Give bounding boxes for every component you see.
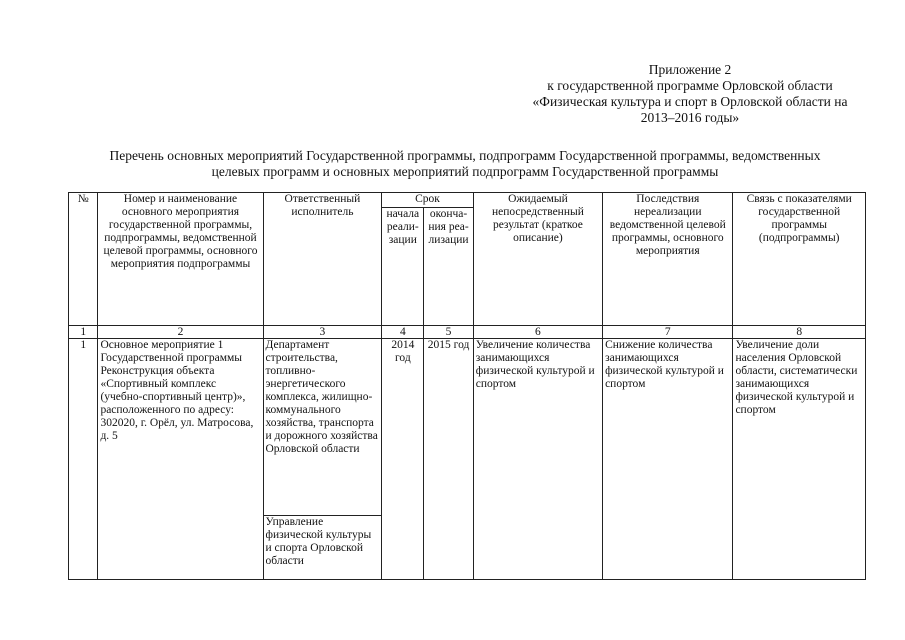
header-no: №	[69, 193, 98, 326]
appendix-line-1: Приложение 2	[648, 62, 732, 77]
document-title	[40, 148, 890, 180]
responsible-department: Департамент строительства, топливно-энергетического комплекса, жилищно-коммунального хозяйства, транспорта и дорожного хозяйства Орловской области	[264, 339, 382, 516]
column-number: 7	[603, 326, 733, 339]
header-consequences: Последствия нереализации ведомственной целевой программы, основного мероприятия	[603, 193, 733, 326]
column-number: 8	[733, 326, 866, 339]
measures-table	[68, 192, 866, 580]
appendix-line-4: 2013–2016 годы»	[640, 110, 740, 125]
row-responsible	[263, 339, 382, 580]
row-end: 2015 год	[424, 339, 473, 580]
title-line-1: Перечень основных мероприятий Государственной программы, подпрограмм Государственной программы, ведомственных	[109, 148, 821, 163]
header-link: Связь с показателями государственной программы (подпрограммы)	[733, 193, 866, 326]
column-number: 1	[69, 326, 98, 339]
table-row	[69, 339, 866, 580]
column-number: 4	[382, 326, 424, 339]
header-responsible: Ответственный исполнитель	[263, 193, 382, 326]
responsible-sport-office: Управление физической культуры и спорта Орловской области	[265, 516, 372, 567]
column-number: 3	[263, 326, 382, 339]
row-name: Основное мероприятие 1 Государственной программы Реконструкция объекта «Спортивный комплекс (учебно-спортивный центр)», расположенного по адресу: 302020, г. Орёл, ул. Матросова, д. 5	[98, 339, 263, 580]
header-name: Номер и наименование основного мероприятия государственной программы, подпрограммы, ведомственной целевой программы, основного мероприятия подпрограммы	[98, 193, 263, 326]
header-end: оконча-ния реа-лизации	[424, 208, 473, 326]
header-start: начала реали-зации	[382, 208, 424, 326]
column-number: 2	[98, 326, 263, 339]
column-number: 5	[424, 326, 473, 339]
row-link: Увеличение доли населения Орловской области, систематически занимающихся физической культурой и спортом	[733, 339, 866, 580]
appendix-line-3: «Физическая культура и спорт в Орловской области на	[532, 94, 848, 109]
header-term: Срок	[382, 193, 473, 208]
column-number: 6	[473, 326, 602, 339]
row-expected: Увеличение количества занимающихся физической культурой и спортом	[473, 339, 602, 580]
row-consequences: Снижение количества занимающихся физической культурой и спортом	[603, 339, 733, 580]
header-expected: Ожидаемый непосредственный результат (краткое описание)	[473, 193, 602, 326]
row-no: 1	[69, 339, 98, 580]
title-line-2: целевых программ и основных мероприятий подпрограмм Государственной программы	[211, 164, 719, 179]
column-numbers-row	[69, 326, 866, 339]
appendix-line-2: к государственной программе Орловской области	[547, 78, 833, 93]
appendix-note	[480, 62, 900, 126]
row-start: 2014 год	[382, 339, 424, 580]
header-row-1	[69, 193, 866, 208]
